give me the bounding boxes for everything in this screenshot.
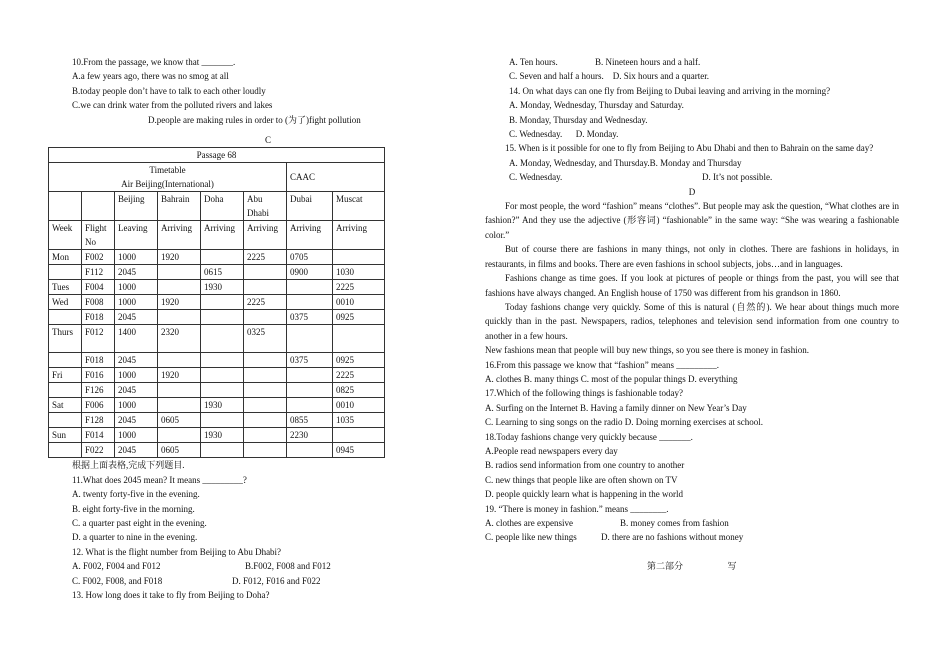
table-row bbox=[49, 310, 385, 325]
q15-stem: 15. When is it possible for one to fly from Beijing to Abu Dhabi and then to Bahrain on the same day? bbox=[505, 143, 874, 154]
passage-paragraph: For most people, the word “fashion” means “clothes”. But people may ask the question, “What clothes are in fashion?” And they use the adjective (形容词) “fashionable” in the same way: “She was wearing a fashionable color.” bbox=[485, 201, 899, 240]
table-time-cell: 1400 bbox=[115, 325, 158, 353]
right-column bbox=[485, 55, 899, 573]
section-c-heading: C bbox=[264, 135, 271, 146]
q19-option-b: B. money comes from fashion bbox=[620, 518, 729, 528]
q11-option-a: A. twenty forty-five in the evening. bbox=[72, 489, 200, 500]
table-row bbox=[49, 413, 385, 428]
q14-options-cd: C. Wednesday. D. Monday. bbox=[509, 129, 619, 140]
table-time-cell: 2225 bbox=[333, 280, 385, 295]
table-time-cell bbox=[158, 353, 201, 368]
table-time-cell bbox=[244, 368, 287, 383]
table-flight-cell: F128 bbox=[82, 413, 115, 428]
table-time-cell: 1000 bbox=[115, 280, 158, 295]
q10-stem: 10.From the passage, we know that _______. bbox=[72, 57, 236, 67]
table-time-cell: 2045 bbox=[115, 413, 158, 428]
table-time-cell: 0605 bbox=[158, 413, 201, 428]
q13-option-a: A. Ten hours. bbox=[509, 57, 558, 67]
table-time-cell bbox=[201, 250, 244, 265]
table-time-cell bbox=[244, 265, 287, 280]
table-time-cell bbox=[244, 280, 287, 295]
table-time-cell bbox=[333, 250, 385, 265]
table-time-cell: 2045 bbox=[115, 265, 158, 280]
table-city-header: Doha bbox=[201, 192, 244, 221]
q19-option-a: A. clothes are expensive bbox=[485, 518, 573, 528]
table-time-cell bbox=[201, 310, 244, 325]
table-time-cell: 0925 bbox=[333, 310, 385, 325]
table-time-cell: 1930 bbox=[201, 398, 244, 413]
table-city-header: Muscat bbox=[333, 192, 385, 221]
table-time-cell: 1030 bbox=[333, 265, 385, 280]
table-time-cell: 1000 bbox=[115, 368, 158, 383]
table-airline-cell bbox=[49, 163, 287, 192]
table-city-header: Beijing bbox=[115, 192, 158, 221]
q10-option-c: C.we can drink water from the polluted rivers and lakes bbox=[72, 100, 273, 111]
table-time-cell: 0925 bbox=[333, 353, 385, 368]
table-time-cell: 1000 bbox=[115, 398, 158, 413]
q10-option-a: A.a few years ago, there was no smog at all bbox=[72, 71, 229, 82]
table-time-cell: 1000 bbox=[115, 295, 158, 310]
q17-stem: 17.Which of the following things is fashionable today? bbox=[485, 388, 683, 399]
table-row bbox=[49, 368, 385, 383]
table-flight-cell: F006 bbox=[82, 398, 115, 413]
passage-paragraph: But of course there are fashions in many things, not only in clothes. There are fashions in holidays, in restaurants, in films and books. There are even fashions in school subjects, jobs…and in languages. bbox=[485, 244, 899, 269]
table-flight-cell: F002 bbox=[82, 250, 115, 265]
table-time-cell bbox=[287, 325, 333, 353]
table-time-cell: 2045 bbox=[115, 310, 158, 325]
q15-options-ab: A. Monday, Wednesday, and Thursday.B. Monday and Thursday bbox=[509, 157, 742, 168]
footer bbox=[485, 559, 899, 573]
table-time-cell bbox=[287, 398, 333, 413]
table-row bbox=[49, 295, 385, 310]
table-time-cell bbox=[201, 325, 244, 353]
table-flight-cell: F018 bbox=[82, 310, 115, 325]
table-time-cell: 0615 bbox=[201, 265, 244, 280]
table-time-cell: 1920 bbox=[158, 368, 201, 383]
table-column-header: Week bbox=[49, 221, 82, 250]
table-day-cell bbox=[49, 353, 82, 368]
table-time-cell bbox=[158, 280, 201, 295]
q15-option-d: D. It’s not possible. bbox=[702, 172, 773, 183]
table-time-cell bbox=[201, 413, 244, 428]
table-column-header: Arriving bbox=[244, 221, 287, 250]
table-time-cell: 1035 bbox=[333, 413, 385, 428]
table-day-cell: Sat bbox=[49, 398, 82, 413]
table-time-cell: 2225 bbox=[244, 250, 287, 265]
table-column-header: Leaving bbox=[115, 221, 158, 250]
table-time-cell bbox=[244, 353, 287, 368]
table-row bbox=[49, 265, 385, 280]
table-time-cell bbox=[244, 383, 287, 398]
table-city-header: Abu Dhabi bbox=[244, 192, 287, 221]
q13-option-b: B. Nineteen hours and a half. bbox=[595, 57, 701, 67]
timetable-body bbox=[49, 250, 385, 458]
table-column-header: Arriving bbox=[287, 221, 333, 250]
table-time-cell: 1930 bbox=[201, 280, 244, 295]
table-day-cell: Thurs bbox=[49, 325, 82, 353]
table-time-cell: 1920 bbox=[158, 295, 201, 310]
q12-stem: 12. What is the flight number from Beijing to Abu Dhabi? bbox=[72, 546, 282, 557]
table-caac-label: CAAC bbox=[287, 163, 385, 192]
q17-options-ab: A. Surfing on the Internet B. Having a family dinner on New Year’s Day bbox=[485, 402, 747, 413]
q18-option-c: C. new things that people like are often shown on TV bbox=[485, 474, 678, 485]
q10-option-b: B.today people don’t have to talk to each other loudly bbox=[72, 85, 266, 96]
table-time-cell bbox=[244, 443, 287, 458]
table-time-cell bbox=[244, 310, 287, 325]
table-time-cell: 2045 bbox=[115, 443, 158, 458]
table-time-cell: 1000 bbox=[115, 250, 158, 265]
table-flight-cell: F004 bbox=[82, 280, 115, 295]
table-city-header: Dubai bbox=[287, 192, 333, 221]
q11-option-d: D. a quarter to nine in the evening. bbox=[72, 532, 198, 543]
table-time-cell bbox=[287, 368, 333, 383]
table-time-cell: 1920 bbox=[158, 250, 201, 265]
table-time-cell bbox=[201, 368, 244, 383]
q18-option-b: B. radios send information from one country to another bbox=[485, 460, 685, 471]
q14-option-a: A. Monday, Wednesday, Thursday and Saturday. bbox=[509, 100, 684, 111]
table-row bbox=[49, 398, 385, 413]
table-empty-cell bbox=[49, 192, 82, 221]
q12-option-c: C. F002, F008, and F018 bbox=[72, 575, 163, 586]
table-flight-cell: F014 bbox=[82, 428, 115, 443]
table-empty-cell bbox=[82, 192, 115, 221]
table-time-cell bbox=[287, 443, 333, 458]
table-day-cell: Tues bbox=[49, 280, 82, 295]
table-city-header: Bahrain bbox=[158, 192, 201, 221]
table-time-cell: 0855 bbox=[287, 413, 333, 428]
table-time-cell bbox=[201, 443, 244, 458]
table-time-cell bbox=[158, 265, 201, 280]
table-day-cell bbox=[49, 310, 82, 325]
left-column bbox=[48, 55, 384, 603]
table-day-cell: Sun bbox=[49, 428, 82, 443]
table-time-cell: 0705 bbox=[287, 250, 333, 265]
table-row bbox=[49, 325, 385, 353]
table-timetable-label: Timetable bbox=[149, 165, 186, 176]
table-day-cell: Fri bbox=[49, 368, 82, 383]
q15-option-c: C. Wednesday. bbox=[509, 172, 563, 183]
table-time-cell: 2225 bbox=[244, 295, 287, 310]
q19-option-c: C. people like new things bbox=[485, 532, 577, 543]
table-column-header: Arriving bbox=[333, 221, 385, 250]
table-row bbox=[49, 280, 385, 295]
table-time-cell bbox=[201, 353, 244, 368]
table-row bbox=[49, 443, 385, 458]
table-flight-cell: F022 bbox=[82, 443, 115, 458]
q11-option-c: C. a quarter past eight in the evening. bbox=[72, 518, 207, 529]
q17-options-cd: C. Learning to sing songs on the radio D. Doing morning exercises at school. bbox=[485, 417, 763, 428]
table-time-cell bbox=[158, 398, 201, 413]
flight-timetable bbox=[48, 147, 385, 458]
q12-options-cd bbox=[48, 574, 384, 588]
table-airline-label: Air Beijing(International) bbox=[121, 179, 214, 190]
table-time-cell bbox=[201, 383, 244, 398]
table-time-cell: 0605 bbox=[158, 443, 201, 458]
footer-write-label: 写 bbox=[727, 560, 737, 571]
table-time-cell: 2230 bbox=[287, 428, 333, 443]
table-flight-cell: F012 bbox=[82, 325, 115, 353]
table-time-cell bbox=[244, 428, 287, 443]
q16-stem: 16.From this passage we know that “fashion” means _________. bbox=[485, 359, 719, 370]
table-day-cell: Wed bbox=[49, 295, 82, 310]
q13-options-cd: C. Seven and half a hours. D. Six hours and a quarter. bbox=[509, 71, 709, 82]
footer-part-label: 第二部分 bbox=[647, 560, 684, 571]
passage-paragraph: Today fashions change very quickly. Some of this is natural (自然的). We hear about things much more quickly than in the past. Newspapers, radios, telephones and television send information from one country to another in a few hours. bbox=[485, 301, 899, 341]
table-time-cell bbox=[201, 295, 244, 310]
table-day-cell bbox=[49, 443, 82, 458]
passage-paragraph: Fashions change as time goes. If you look at pictures of people or things from the past, you will see that fashions have always changed. An English house of 1750 was different from his grandson in 1860. bbox=[485, 273, 899, 298]
table-day-cell bbox=[49, 413, 82, 428]
q16-options: A. clothes B. many things C. most of the popular things D. everything bbox=[485, 373, 738, 384]
q19-option-d: D. there are no fashions without money bbox=[601, 532, 744, 543]
table-time-cell bbox=[287, 280, 333, 295]
table-time-cell bbox=[158, 383, 201, 398]
table-time-cell: 2045 bbox=[115, 383, 158, 398]
table-day-cell bbox=[49, 383, 82, 398]
q14-stem: 14. On what days can one fly from Beijing to Dubai leaving and arriving in the morning? bbox=[509, 85, 831, 96]
table-time-cell: 2225 bbox=[333, 368, 385, 383]
q14-option-b: B. Monday, Thursday and Wednesday. bbox=[509, 114, 648, 125]
table-row bbox=[49, 383, 385, 398]
table-flight-cell: F016 bbox=[82, 368, 115, 383]
q18-option-d: D. people quickly learn what is happening in the world bbox=[485, 489, 683, 500]
q11-stem: 11.What does 2045 mean? It means _________? bbox=[72, 474, 247, 485]
q12-options-ab bbox=[48, 559, 384, 573]
table-flight-cell: F112 bbox=[82, 265, 115, 280]
table-time-cell bbox=[287, 295, 333, 310]
q18-option-a: A.People read newspapers every day bbox=[485, 445, 618, 456]
table-time-cell bbox=[287, 383, 333, 398]
table-row bbox=[49, 250, 385, 265]
table-time-cell: 0010 bbox=[333, 398, 385, 413]
table-time-cell bbox=[158, 428, 201, 443]
table-instruction: 根据上面表格,完成下列题目. bbox=[72, 460, 185, 471]
table-time-cell bbox=[244, 413, 287, 428]
table-time-cell bbox=[333, 428, 385, 443]
table-row bbox=[49, 428, 385, 443]
q15-options-cd bbox=[485, 170, 899, 184]
table-time-cell: 1000 bbox=[115, 428, 158, 443]
table-time-cell bbox=[244, 398, 287, 413]
q13-stem: 13. How long does it take to fly from Beijing to Doha? bbox=[72, 590, 270, 601]
table-passage-title: Passage 68 bbox=[49, 148, 385, 163]
table-time-cell: 2045 bbox=[115, 353, 158, 368]
table-time-cell: 0375 bbox=[287, 353, 333, 368]
q12-option-a: A. F002, F004 and F012 bbox=[72, 561, 161, 572]
table-column-header: Arriving bbox=[158, 221, 201, 250]
q19-options-ab bbox=[485, 516, 899, 530]
table-time-cell: 0945 bbox=[333, 443, 385, 458]
table-time-cell: 0375 bbox=[287, 310, 333, 325]
q12-option-d: D. F012, F016 and F022 bbox=[232, 575, 321, 586]
table-time-cell: 0900 bbox=[287, 265, 333, 280]
table-time-cell: 0825 bbox=[333, 383, 385, 398]
table-flight-cell: F008 bbox=[82, 295, 115, 310]
table-column-header: Flight No bbox=[82, 221, 115, 250]
table-time-cell bbox=[333, 325, 385, 353]
table-time-cell: 0325 bbox=[244, 325, 287, 353]
table-day-cell bbox=[49, 265, 82, 280]
q11-option-b: B. eight forty-five in the morning. bbox=[72, 503, 195, 514]
q19-options-cd bbox=[485, 530, 899, 544]
passage-last-line: New fashions mean that people will buy new things, so you see there is money in fashion. bbox=[485, 345, 809, 356]
table-flight-cell: F126 bbox=[82, 383, 115, 398]
q18-stem: 18.Today fashions change very quickly because _______. bbox=[485, 431, 693, 442]
table-time-cell: 0010 bbox=[333, 295, 385, 310]
table-day-cell: Mon bbox=[49, 250, 82, 265]
table-column-header: Arriving bbox=[201, 221, 244, 250]
section-d-heading: D bbox=[688, 186, 696, 197]
q13-options-ab bbox=[485, 55, 899, 69]
table-flight-cell: F018 bbox=[82, 353, 115, 368]
q19-stem: 19. “There is money in fashion.” means ________. bbox=[485, 503, 669, 514]
q12-option-b: B.F002, F008 and F012 bbox=[245, 561, 331, 572]
table-time-cell: 2320 bbox=[158, 325, 201, 353]
table-time-cell: 1930 bbox=[201, 428, 244, 443]
table-row bbox=[49, 353, 385, 368]
q10-option-d: D.people are making rules in order to (为了)fight pollution bbox=[148, 114, 361, 125]
table-time-cell bbox=[158, 310, 201, 325]
